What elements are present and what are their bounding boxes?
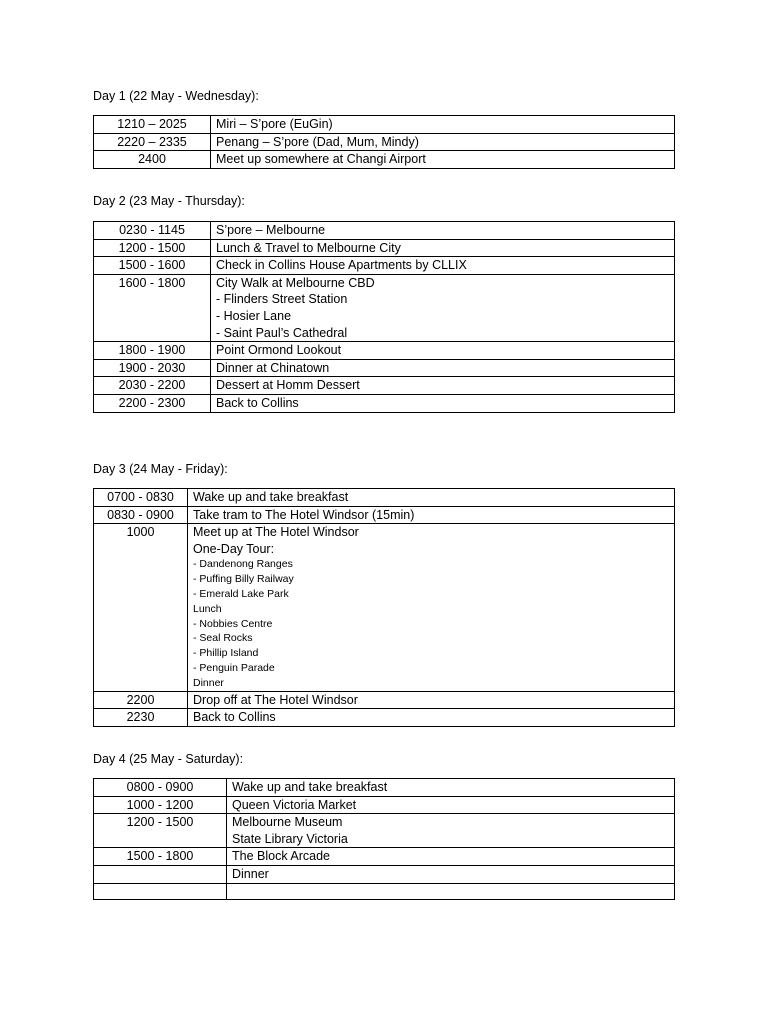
time-cell: 2030 - 2200 (94, 377, 211, 395)
table-row (94, 883, 675, 900)
tour-item: - Dandenong Ranges (193, 558, 293, 571)
activity-text: Back to Collins (193, 710, 276, 725)
activity-text: Miri – S’pore (EuGin) (216, 117, 333, 131)
activity-cell (211, 133, 675, 151)
activity-text: Check in Collins House Apartments by CLLIX (216, 258, 467, 273)
time-cell: 1900 - 2030 (94, 359, 211, 377)
day-3-table (93, 488, 675, 727)
day-1-table (93, 115, 675, 169)
activity-cell (211, 377, 675, 395)
table-row (94, 239, 675, 257)
table-row (94, 489, 675, 507)
time-cell: 0800 - 0900 (94, 779, 227, 797)
time-cell: 1000 (94, 524, 188, 691)
day-3-title: Day 3 (24 May - Friday): (93, 462, 228, 476)
table-row (94, 116, 675, 134)
activity-text: Back to Collins (216, 395, 299, 410)
time-cell: 1500 - 1600 (94, 257, 211, 275)
time-cell: 2200 (94, 691, 188, 709)
activity-cell (188, 489, 675, 507)
time-cell: 1800 - 1900 (94, 342, 211, 360)
activity-text: Dinner (232, 866, 269, 881)
activity-cell (211, 274, 675, 341)
activity-text: Point Ormond Lookout (216, 343, 342, 358)
activity-text: Dinner at Chinatown (216, 360, 330, 375)
table-row (94, 848, 675, 866)
activity-text: Meet up at The Hotel Windsor (193, 525, 359, 540)
activity-text: Melbourne Museum (232, 815, 343, 830)
table-row (94, 133, 675, 151)
activity-cell (211, 257, 675, 275)
activity-text: - Flinders Street Station (216, 292, 348, 307)
table-row (94, 796, 675, 814)
activity-text: Meet up somewhere at Changi Airport (216, 152, 426, 167)
table-row (94, 222, 675, 240)
activity-cell (188, 691, 675, 709)
time-cell: 1500 - 1800 (94, 848, 227, 866)
day-2-table (93, 221, 675, 413)
time-cell: 0830 - 0900 (94, 506, 188, 524)
day-4-title: Day 4 (25 May - Saturday): (93, 752, 244, 766)
activity-text: Queen Victoria Market (232, 797, 357, 812)
time-cell: 2400 (94, 151, 211, 169)
table-row (94, 709, 675, 727)
time-cell: 1200 - 1500 (94, 814, 227, 848)
tour-item: - Penguin Parade (193, 661, 275, 674)
table-row (94, 377, 675, 395)
activity-text: State Library Victoria (232, 831, 348, 846)
day-1-title: Day 1 (22 May - Wednesday): (93, 89, 259, 103)
activity-cell (227, 865, 675, 883)
table-row (94, 151, 675, 169)
activity-cell (227, 883, 675, 900)
activity-text: The Block Arcade (232, 849, 330, 864)
activity-text: Lunch & Travel to Melbourne City (216, 240, 401, 255)
day-4-table (93, 778, 675, 900)
activity-text: Wake up and take breakfast (232, 780, 388, 794)
table-row (94, 779, 675, 797)
table-row (94, 691, 675, 709)
activity-cell (211, 239, 675, 257)
activity-text: - Saint Paul’s Cathedral (216, 325, 348, 340)
activity-text: Dessert at Homm Dessert (216, 378, 360, 393)
table-row (94, 814, 675, 848)
tour-item: Lunch (193, 602, 222, 615)
activity-text: S’pore – Melbourne (216, 223, 326, 237)
time-cell: 1210 – 2025 (94, 116, 211, 134)
tour-item: - Puffing Billy Railway (193, 573, 294, 586)
activity-text: Drop off at The Hotel Windsor (193, 692, 358, 707)
activity-cell (211, 394, 675, 412)
activity-text: - Hosier Lane (216, 308, 292, 323)
table-row (94, 359, 675, 377)
activity-cell (211, 151, 675, 169)
activity-cell (211, 342, 675, 360)
activity-cell (211, 116, 675, 134)
day-2-title: Day 2 (23 May - Thursday): (93, 194, 245, 208)
time-cell: 1600 - 1800 (94, 274, 211, 341)
table-row (94, 394, 675, 412)
table-row (94, 342, 675, 360)
activity-cell (188, 506, 675, 524)
time-cell: 2200 - 2300 (94, 394, 211, 412)
table-row (94, 524, 675, 691)
time-cell (94, 865, 227, 883)
tour-item: - Seal Rocks (193, 632, 253, 645)
table-row (94, 865, 675, 883)
activity-text: Take tram to The Hotel Windsor (15min) (193, 507, 415, 522)
time-cell: 0700 - 0830 (94, 489, 188, 507)
table-row (94, 257, 675, 275)
activity-text: City Walk at Melbourne CBD (216, 275, 375, 290)
activity-cell (227, 848, 675, 866)
activity-cell (227, 796, 675, 814)
tour-item: - Phillip Island (193, 647, 259, 660)
time-cell: 1000 - 1200 (94, 796, 227, 814)
activity-cell (211, 359, 675, 377)
time-cell: 2230 (94, 709, 188, 727)
time-cell (94, 883, 227, 900)
tour-item: - Nobbies Centre (193, 617, 273, 630)
activity-cell (227, 814, 675, 848)
activity-text: Penang – S’pore (Dad, Mum, Mindy) (216, 134, 419, 149)
time-cell: 0230 - 1145 (94, 222, 211, 240)
tour-item: Dinner (193, 676, 224, 689)
table-row (94, 274, 675, 341)
table-row (94, 506, 675, 524)
activity-cell (211, 222, 675, 240)
activity-text: One-Day Tour: (193, 541, 275, 556)
activity-cell (188, 524, 675, 691)
time-cell: 2220 – 2335 (94, 133, 211, 151)
activity-cell (227, 779, 675, 797)
activity-text: Wake up and take breakfast (193, 490, 349, 504)
tour-item: - Emerald Lake Park (193, 587, 289, 600)
time-cell: 1200 - 1500 (94, 239, 211, 257)
activity-cell (188, 709, 675, 727)
